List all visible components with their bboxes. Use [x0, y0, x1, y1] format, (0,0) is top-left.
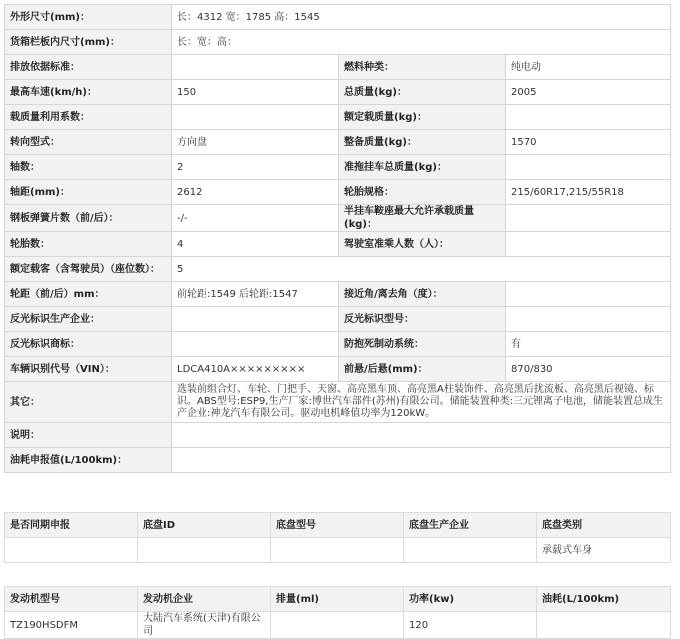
value-wheelbase: 2612 — [172, 180, 339, 205]
spec-row — [5, 180, 671, 205]
cell-chassis-model — [271, 538, 404, 563]
label-overhang: 前悬/后悬(mm)： — [339, 357, 506, 382]
label-note: 说明： — [5, 423, 172, 448]
spec-row — [5, 130, 671, 155]
value-overhang: 870/830 — [506, 357, 671, 382]
label-curb-mass: 整备质量(kg)： — [339, 130, 506, 155]
spec-row — [5, 205, 671, 232]
label-tire-spec: 轮胎规格： — [339, 180, 506, 205]
label-cab-occupants: 驾驶室准乘人数（人）： — [339, 232, 506, 257]
value-rated-passengers: 5 — [172, 257, 671, 282]
label-approach-departure: 接近角/离去角（度）： — [339, 282, 506, 307]
value-steering-type: 方向盘 — [172, 130, 339, 155]
spec-row — [5, 307, 671, 332]
spec-row — [5, 257, 671, 282]
value-cab-occupants — [506, 232, 671, 257]
cell-chassis-id — [138, 538, 271, 563]
label-reflector-brand: 反光标识商标： — [5, 332, 172, 357]
spec-row-fuel — [5, 448, 671, 473]
table-row — [5, 612, 671, 639]
spec-row — [5, 155, 671, 180]
spec-row — [5, 282, 671, 307]
label-axle-count: 轴数： — [5, 155, 172, 180]
label-wheelbase: 轴距(mm)： — [5, 180, 172, 205]
value-approach-departure — [506, 282, 671, 307]
cell-displacement — [271, 612, 404, 639]
header-power: 功率(kw) — [404, 587, 537, 612]
cell-chassis-type: 承载式车身 — [537, 538, 671, 563]
value-reflector-maker — [172, 307, 339, 332]
value-dimensions: 长：4312 宽：1785 高：1545 — [172, 5, 671, 30]
label-load-utilization: 载质量利用系数： — [5, 105, 172, 130]
spec-row-note — [5, 423, 671, 448]
header-chassis-id: 底盘ID — [138, 513, 271, 538]
value-track-width: 前轮距:1549 后轮距:1547 — [172, 282, 339, 307]
value-emission-standard — [172, 55, 339, 80]
table-row — [5, 538, 671, 563]
value-reflector-brand — [172, 332, 339, 357]
label-vin: 车辆识别代号（VIN）： — [5, 357, 172, 382]
header-fuel-consumption: 油耗(L/100km) — [537, 587, 671, 612]
value-tire-count: 4 — [172, 232, 339, 257]
label-reflector-model: 反光标识型号： — [339, 307, 506, 332]
value-rated-load — [506, 105, 671, 130]
cell-engine-maker: 大陆汽车系统(天津)有限公司 — [138, 612, 271, 639]
spec-row-dimensions — [5, 5, 671, 30]
label-leaf-springs: 钢板弹簧片数（前/后）： — [5, 205, 172, 232]
cell-fuel-consumption — [537, 612, 671, 639]
cell-engine-model: TZ190HSDFM — [5, 612, 138, 639]
spec-row — [5, 357, 671, 382]
spec-row-other — [5, 382, 671, 423]
cell-simultaneous-declaration — [5, 538, 138, 563]
engine-header-row — [5, 587, 671, 612]
label-other: 其它： — [5, 382, 172, 423]
cell-chassis-maker — [404, 538, 537, 563]
value-leaf-springs: -/- — [172, 205, 339, 232]
value-load-utilization — [172, 105, 339, 130]
value-total-mass: 2005 — [506, 80, 671, 105]
value-abs: 有 — [506, 332, 671, 357]
value-fuel-consumption — [172, 448, 671, 473]
spec-row — [5, 332, 671, 357]
spec-row — [5, 232, 671, 257]
value-saddle-capacity — [506, 205, 671, 232]
value-tire-spec: 215/60R17,215/55R18 — [506, 180, 671, 205]
label-fuel-type: 燃料种类： — [339, 55, 506, 80]
label-saddle-capacity: 半挂车鞍座最大允许承载质量(kg)： — [339, 205, 506, 232]
header-displacement: 排量(ml) — [271, 587, 404, 612]
chassis-header-row — [5, 513, 671, 538]
label-dimensions: 外形尺寸(mm)： — [5, 5, 172, 30]
header-chassis-model: 底盘型号 — [271, 513, 404, 538]
label-max-speed: 最高车速(km/h)： — [5, 80, 172, 105]
label-rated-load: 额定载质量(kg)： — [339, 105, 506, 130]
value-fuel-type: 纯电动 — [506, 55, 671, 80]
label-total-mass: 总质量(kg)： — [339, 80, 506, 105]
spec-row-cargo-box — [5, 30, 671, 55]
value-note — [172, 423, 671, 448]
value-max-speed: 150 — [172, 80, 339, 105]
value-trailer-mass — [506, 155, 671, 180]
value-curb-mass: 1570 — [506, 130, 671, 155]
header-chassis-maker: 底盘生产企业 — [404, 513, 537, 538]
header-engine-model: 发动机型号 — [5, 587, 138, 612]
label-tire-count: 轮胎数： — [5, 232, 172, 257]
label-reflector-maker: 反光标识生产企业： — [5, 307, 172, 332]
label-cargo-box: 货箱栏板内尺寸(mm)： — [5, 30, 172, 55]
value-reflector-model — [506, 307, 671, 332]
label-steering-type: 转向型式： — [5, 130, 172, 155]
spec-row — [5, 80, 671, 105]
value-cargo-box: 长：宽：高： — [172, 30, 671, 55]
header-simultaneous-declaration: 是否同期申报 — [5, 513, 138, 538]
header-engine-maker: 发动机企业 — [138, 587, 271, 612]
value-axle-count: 2 — [172, 155, 339, 180]
label-trailer-mass: 准拖挂车总质量(kg)： — [339, 155, 506, 180]
label-abs: 防抱死制动系统： — [339, 332, 506, 357]
spec-row — [5, 105, 671, 130]
header-chassis-type: 底盘类别 — [537, 513, 671, 538]
cell-power: 120 — [404, 612, 537, 639]
engine-table — [4, 586, 671, 639]
label-fuel-consumption: 油耗申报值(L/100km)： — [5, 448, 172, 473]
label-emission-standard: 排放依据标准： — [5, 55, 172, 80]
chassis-table — [4, 512, 671, 563]
value-other: 选装前组合灯、车轮、门把手、天窗、高亮黑车顶、高亮黑A柱装饰件、高亮黑后扰流板、高亮黑后视镜、标识。ABS型号:ESP9,生产厂家:博世汽车部件(苏州)有限公司。储能装置种类:三元锂离子电池，储能装置总成生产企业:神龙汽车有限公司。驱动电机峰值功率为120kW。 — [172, 382, 671, 423]
label-rated-passengers: 额定载客（含驾驶员）（座位数）： — [5, 257, 172, 282]
label-track-width: 轮距（前/后）mm： — [5, 282, 172, 307]
vehicle-spec-table — [4, 4, 671, 473]
spec-row — [5, 55, 671, 80]
value-vin: LDCA410A××××××××× — [172, 357, 339, 382]
